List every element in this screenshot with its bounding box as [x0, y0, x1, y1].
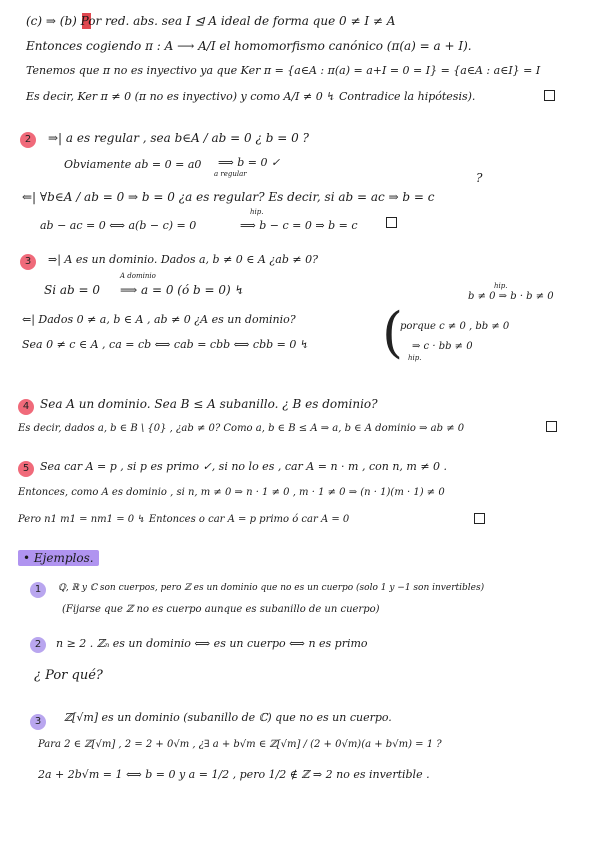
example-number-2: 2	[30, 637, 46, 653]
s4-proof: Es decir, dados a, b ∈ B \ {0} , ¿ab ≠ 0? Como a, b ∈ B ≤ A ⇒ a, b ∈ A dominio ⇒ ab ≠ 0	[18, 423, 465, 434]
item-number-4: 4	[18, 399, 34, 415]
line-canonical-homomorphism: Entonces cogiendo π : A ⟶ A/I el homomorfismo canónico (π(a) = a + I).	[26, 39, 472, 53]
s3-if-ab-zero: Si ab = 0	[44, 283, 101, 297]
ej3-para: Para 2 ∈ ℤ[√m] , 2 = 2 + 0√m , ¿∃ a + b√m ∈ ℤ[√m] / (2 + 0√m)(a + b√m) = 1 ?	[38, 739, 442, 750]
example-number-1: 1	[30, 582, 46, 598]
s5-then: Entonces, como A es dominio , si n, m ≠ 0 ⇒ n · 1 ≠ 0 , m · 1 ≠ 0 ⇒ (n · 1)(m · 1) ≠ 0	[18, 487, 445, 498]
s2-forward: ⇒| a es regular , sea b∈A / ab = 0 ¿ b = 0 ?	[48, 131, 309, 145]
qed-box-2	[386, 217, 397, 228]
ej1-note: (Fijarse que ℤ no es cuerpo aunque es subanillo de un cuerpo)	[62, 604, 380, 615]
ej1-cuerpos: ℚ, ℝ y ℂ son cuerpos, pero ℤ es un dominio que no es un cuerpo (solo 1 y −1 son invertibles)	[58, 583, 485, 593]
qed-box-5	[474, 513, 485, 524]
s3-hip-label-right: hip.	[494, 282, 508, 290]
line-kernel: Tenemos que π no es inyectivo ya que Ker π = {a∈A : π(a) = a+I = 0 = I} = {a∈A : a∈I} = I	[26, 64, 541, 77]
s3-forward: ⇒| A es un dominio. Dados a, b ≠ 0 ∈ A ¿ab ≠ 0?	[48, 253, 318, 266]
s4-statement: Sea A un dominio. Sea B ≤ A subanillo. ¿ B es dominio?	[40, 397, 378, 411]
s3-cancel-chain: Sea 0 ≠ c ∈ A , ca = cb ⟺ cab = cbb ⟺ cbb = 0 ↯	[22, 338, 310, 351]
item-number-2: 2	[20, 132, 36, 148]
s2-cancellation: ab − ac = 0 ⟺ a(b − c) = 0	[40, 219, 197, 232]
s2-cancellation-conclusion: ⟹ b − c = 0 ⇒ b = c	[240, 219, 358, 232]
s5-characteristic: Sea car A = p , si p es primo ✓, si no lo es , car A = n · m , con n, m ≠ 0 .	[40, 460, 448, 473]
s2-backward: ⇐| ∀b∈A / ab = 0 ⇒ b = 0 ¿a es regular? Es decir, si ab = ac ⇒ b = c	[22, 190, 435, 204]
ejemplos-label: Ejemplos.	[33, 551, 94, 565]
line-contradiction: Es decir, Ker π ≠ 0 (π no es inyectivo) y como A/I ≠ 0 ↯ Contradice la hipótesis).	[26, 90, 476, 103]
example-number-3: 3	[30, 714, 46, 730]
ej3-conclusion: 2a + 2b√m = 1 ⟺ b = 0 y a = 1/2 , pero 1/2 ∉ ℤ ⇒ 2 no es invertible .	[38, 768, 430, 781]
line-c-implies-b: (c) ⇒ (b) Por red. abs. sea I ⊴ A ideal de forma que 0 ≠ I ≠ A	[26, 14, 396, 28]
s3-then-zero: ⟹ a = 0 (ó b = 0) ↯	[120, 283, 245, 297]
s3-dominio-label: A dominio	[120, 272, 156, 280]
s3-backward: ⇐| Dados 0 ≠ a, b ∈ A , ab ≠ 0 ¿A es un dominio?	[22, 313, 296, 326]
item-number-3: 3	[20, 254, 36, 270]
s3-cbb-nonzero: ⇒ c · bb ≠ 0	[412, 341, 473, 352]
s3-right-implication: b ≠ 0 ⇒ b · b ≠ 0	[468, 291, 554, 302]
s2-regular-label: a regular	[214, 170, 247, 178]
qed-box-4	[546, 421, 557, 432]
s3-left-paren: (	[382, 301, 404, 364]
s3-porque: porque c ≠ 0 , bb ≠ 0	[400, 321, 510, 332]
ejemplos-heading: • Ejemplos.	[18, 550, 99, 566]
qed-box-1	[544, 90, 555, 101]
s2-hip-label: hip.	[250, 208, 264, 216]
ej3-zsqrt: ℤ[√m] es un dominio (subanillo de ℂ) que no es un cuerpo.	[64, 711, 392, 724]
s3-hip-label: hip.	[408, 354, 422, 362]
s2-obviously: Obviamente ab = 0 = a0	[64, 158, 202, 171]
ej2-zn: n ≥ 2 . ℤₙ es un dominio ⟺ es un cuerpo ⟺ n es primo	[56, 637, 368, 650]
ej2-por-que: ¿ Por qué?	[34, 668, 103, 683]
s2-question-mark: ?	[476, 171, 483, 185]
item-number-5: 5	[18, 461, 34, 477]
s2-conclusion: ⟹ b = 0 ✓	[218, 156, 281, 169]
s5-conclusion: Pero n1 m1 = nm1 = 0 ↯ Entonces o car A = p primo ó car A = 0	[18, 514, 350, 525]
